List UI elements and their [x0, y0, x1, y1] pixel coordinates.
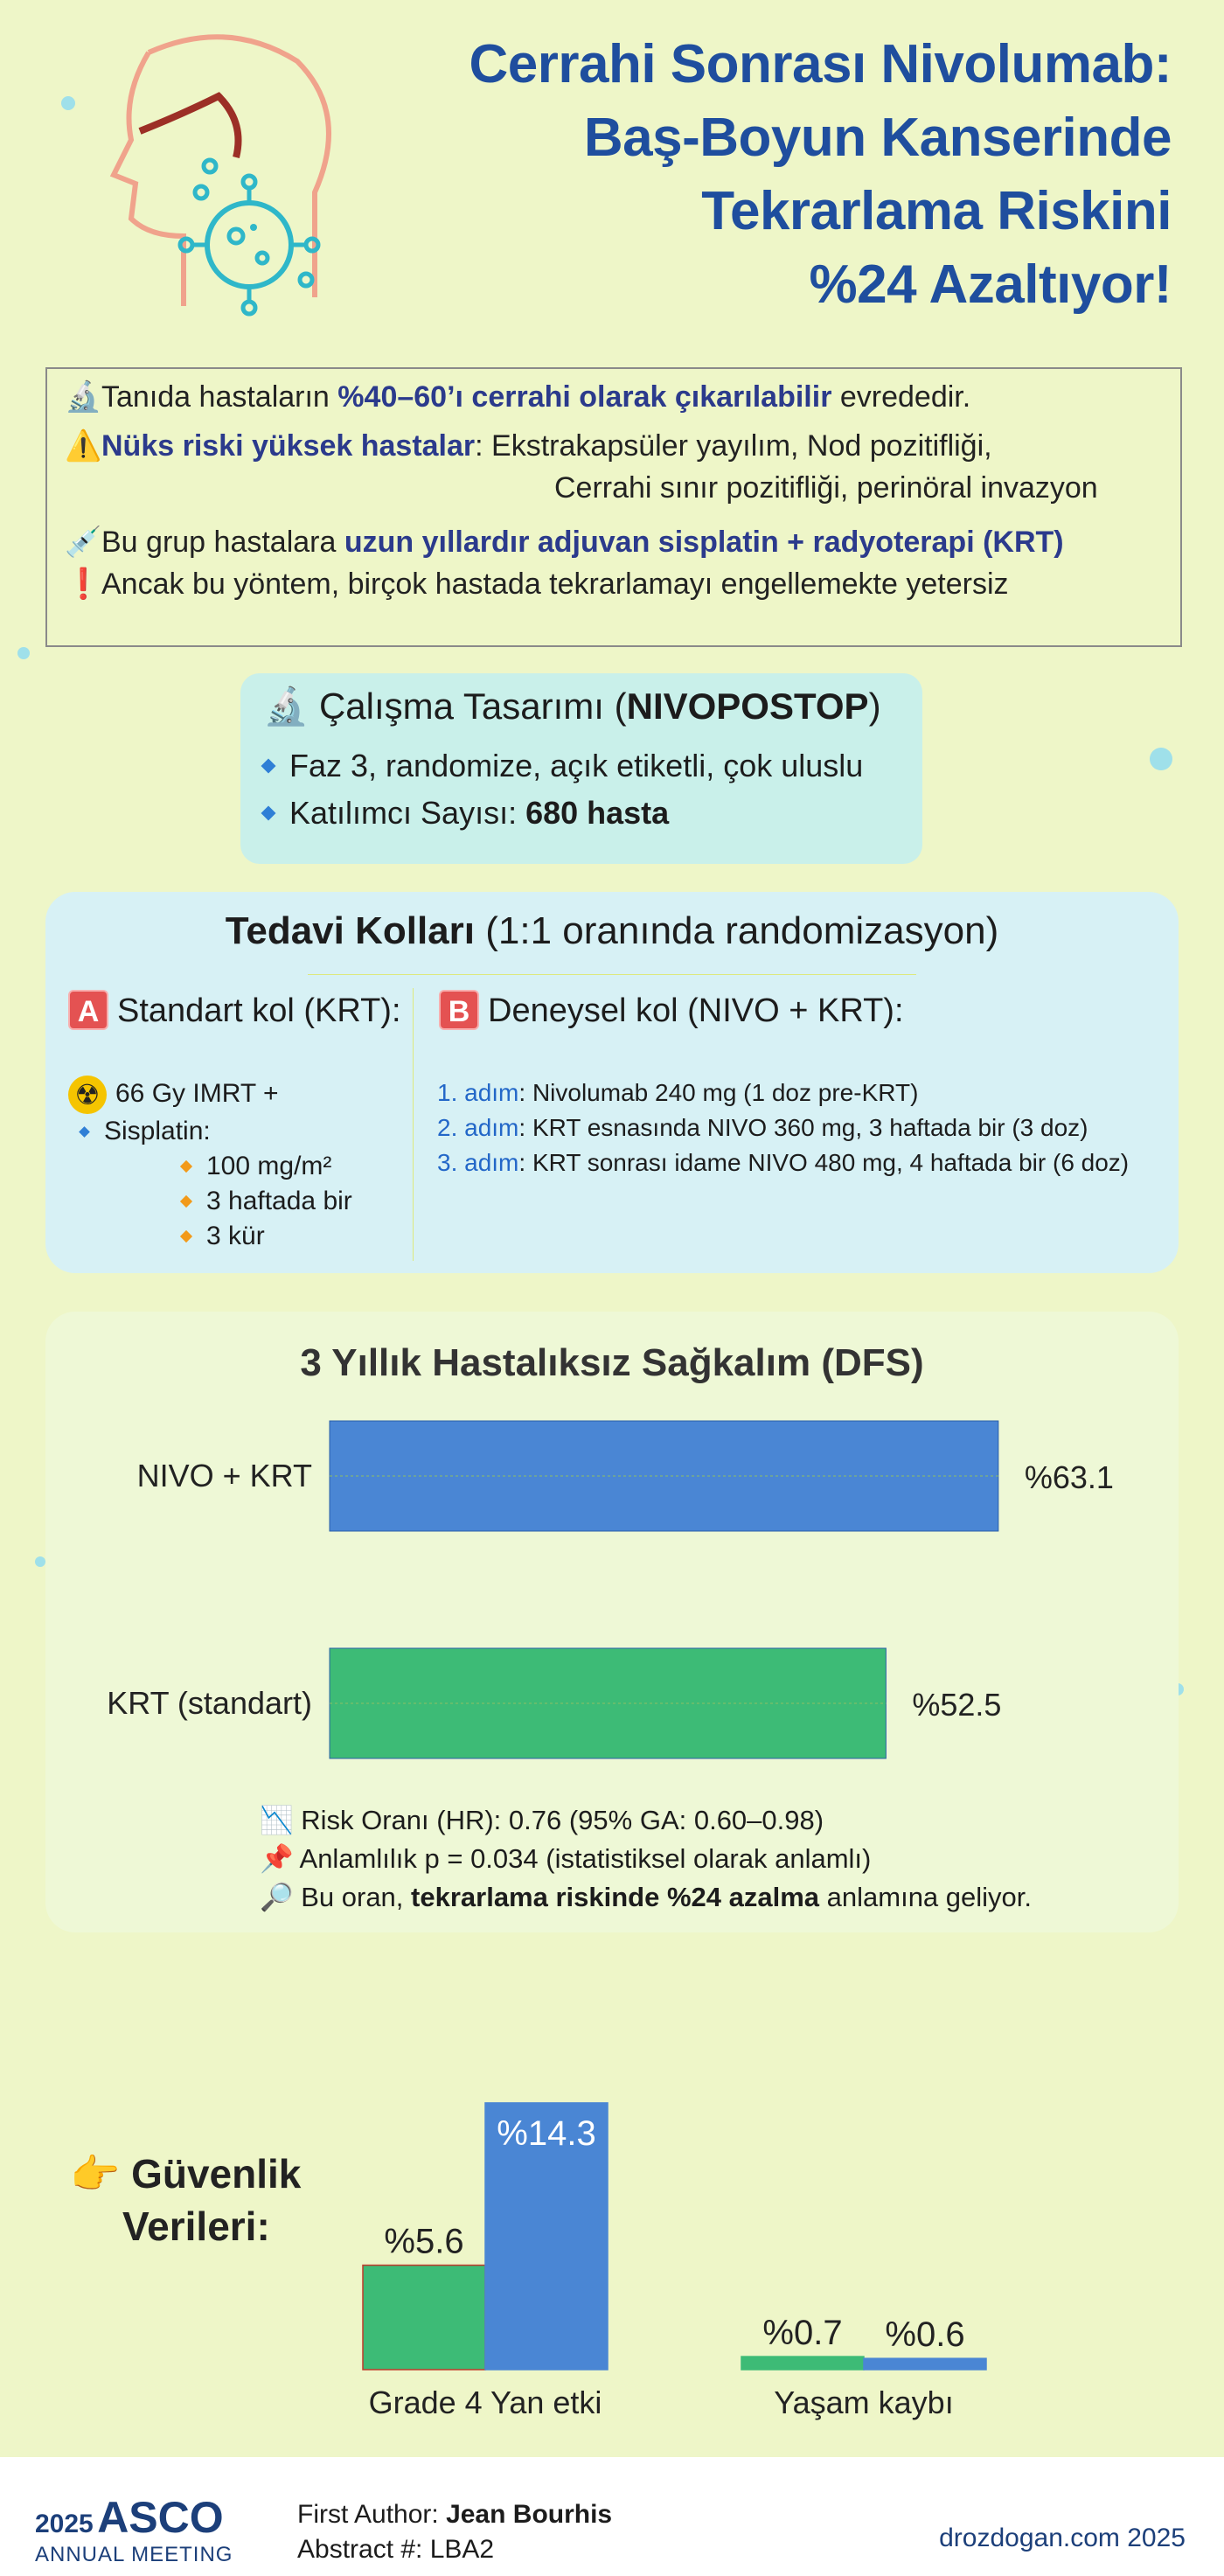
intro-text: Cerrahi sınır pozitifliği, perinöral invazyon: [554, 471, 1098, 505]
arm-b-step: [437, 1145, 1129, 1180]
safety-label-text: Verileri:: [122, 2204, 270, 2249]
dfs-value-label: %63.1: [1024, 1459, 1114, 1495]
design-item-text: Katılımcı Sayısı:: [289, 795, 526, 831]
arm-a-sub: [68, 1184, 352, 1219]
safety-value-label: %5.6: [384, 2222, 464, 2261]
dfs-chart: [45, 1312, 1179, 1801]
arm-a-sub: [68, 1219, 352, 1254]
arm-a-cis: [68, 1114, 352, 1149]
arm-a-dose: [68, 1076, 352, 1114]
dfs-notes: [260, 1801, 1032, 1917]
diamond-bullet-icon: [180, 1160, 192, 1173]
site-credit: drozdogan.com 2025: [939, 2524, 1186, 2552]
intro-bold: uzun yıllardır adjuvan sisplatin + radyoterapi (KRT): [344, 526, 1064, 559]
diamond-bullet-icon: [180, 1195, 192, 1208]
safety-bar: [864, 2358, 986, 2370]
letter-a-badge: A: [68, 990, 108, 1030]
intro-text: Tanıda hastaların: [101, 380, 338, 414]
dfs-category-label: NIVO + KRT: [136, 1458, 312, 1493]
safety-label-text: Güvenlik: [131, 2151, 302, 2197]
intro-bold: Nüks riski yüksek hastalar: [101, 429, 476, 463]
chart-down-icon: 📉: [260, 1805, 302, 1835]
arms-title-text: (1:1 oranında randomizasyon): [475, 909, 999, 952]
microscope-icon: 🔬: [263, 686, 319, 727]
page-title: [385, 28, 1172, 322]
safety-chart: [0, 1976, 1224, 2448]
microscope-icon: 🔬: [65, 380, 102, 414]
dfs-note-text: anlamına geliyor.: [819, 1882, 1033, 1912]
title-line: %24 Azaltıyor!: [809, 254, 1172, 315]
decor-dot: [35, 1556, 45, 1567]
step-text: : Nivolumab 240 mg (1 doz pre-KRT): [518, 1079, 919, 1106]
treatment-arms-panel: [45, 892, 1179, 1273]
footer: [0, 2457, 1224, 2576]
exclamation-icon: ❗: [65, 567, 102, 601]
dfs-note-text: Risk Oranı (HR): 0.76 (95% GA: 0.60–0.98): [301, 1805, 824, 1835]
head-virus-illustration: [96, 17, 358, 332]
arm-b-step: [437, 1076, 1129, 1110]
design-item-text: Faz 3, randomize, açık etiketli, çok uluslu: [289, 748, 864, 783]
study-design-title: [263, 686, 900, 728]
divider: [308, 974, 916, 975]
step-text: : KRT esnasında NIVO 360 mg, 3 haftada bir (3 doz): [518, 1114, 1088, 1141]
safety-value-label: %0.7: [762, 2314, 843, 2353]
title-line: Tekrarlama Riskini: [701, 181, 1172, 241]
dfs-note: [260, 1801, 1032, 1840]
syringe-icon: 💉: [65, 526, 102, 559]
safety-value-label: %0.6: [885, 2315, 965, 2355]
arms-title: [45, 909, 1179, 953]
intro-text: evrededir.: [831, 380, 971, 414]
logo-meeting: ANNUAL MEETING: [35, 2543, 233, 2566]
step-label: 3. adım: [437, 1149, 519, 1176]
radiation-icon: ☢: [68, 1076, 107, 1114]
arm-a-header: [68, 990, 401, 1030]
letter-b-badge: B: [439, 990, 479, 1030]
safety-category-label: Grade 4 Yan etki: [368, 2385, 602, 2420]
step-text: : KRT sonrası idame NIVO 480 mg, 4 haftada bir (6 doz): [518, 1149, 1130, 1176]
arms-title-bold: Tedavi Kolları: [225, 909, 476, 952]
intro-row: [65, 521, 1163, 563]
title-line: Cerrahi Sonrası Nivolumab:: [469, 34, 1172, 94]
study-design-box: [240, 673, 922, 864]
dfs-note: [260, 1878, 1032, 1917]
arm-b-label: Deneysel kol (NIVO + KRT):: [488, 992, 904, 1029]
dfs-value-label: %52.5: [912, 1687, 1002, 1723]
arm-a-sub-text: 3 kür: [206, 1222, 265, 1250]
dfs-note-bold: tekrarlama riskinde %24 azalma: [411, 1882, 820, 1912]
dfs-chart-title: 3 Yıllık Hastalıksız Sağkalım (DFS): [300, 1341, 924, 1384]
arm-a-dose-text: 66 Gy IMRT +: [115, 1078, 279, 1108]
design-item: [263, 742, 900, 790]
arm-a-sub: [68, 1149, 352, 1184]
dfs-note-text: Anlamlılık p = 0.034 (istatistiksel olarak anlamlı): [299, 1843, 872, 1874]
dfs-panel: [45, 1312, 1179, 1932]
intro-text: Ancak bu yöntem, birçok hastada tekrarlamayı engellemekte yetersiz: [101, 567, 1009, 601]
logo-year: 2025: [35, 2510, 94, 2538]
title-line: Baş-Boyun Kanserinde: [583, 108, 1172, 168]
arm-b-steps: [437, 1076, 1129, 1180]
decor-dot: [17, 647, 30, 659]
diamond-bullet-icon: [79, 1126, 90, 1138]
abstract-number: Abstract #: LBA2: [297, 2535, 495, 2564]
intro-row: [65, 563, 1163, 605]
design-title-bold: NIVOPOSTOP: [626, 686, 869, 727]
diamond-bullet-icon: [261, 806, 276, 821]
dfs-category-label: KRT (standart): [107, 1685, 312, 1721]
arm-b-header: [439, 990, 904, 1030]
author-label: First Author:: [297, 2500, 447, 2529]
pushpin-icon: 📌: [260, 1843, 300, 1874]
asco-logo: [35, 2492, 233, 2567]
step-label: 2. adım: [437, 1114, 519, 1141]
intro-row: [65, 467, 1163, 509]
arm-a-details: [68, 1076, 352, 1254]
arm-a-cis-text: Sisplatin:: [104, 1117, 211, 1145]
author-info: [297, 2497, 612, 2567]
design-title-text: ): [868, 686, 881, 727]
design-title-text: Çalışma Tasarımı (: [318, 686, 627, 727]
arm-a-sub-text: 3 haftada bir: [206, 1187, 352, 1215]
safety-bar: [741, 2357, 864, 2370]
arm-a-sub-text: 100 mg/m²: [206, 1152, 332, 1180]
design-item: [263, 790, 900, 837]
diamond-bullet-icon: [180, 1230, 192, 1243]
divider: [413, 988, 414, 1261]
safety-value-label: %14.3: [497, 2113, 596, 2153]
design-item-bold: 680 hasta: [525, 795, 670, 831]
diamond-bullet-icon: [261, 759, 276, 774]
step-label: 1. adım: [437, 1079, 519, 1106]
pointing-hand-icon: 👉: [70, 2151, 132, 2197]
intro-row: [65, 425, 1163, 467]
author-name: Jean Bourhis: [446, 2500, 613, 2529]
intro-text: Bu grup hastalara: [101, 526, 344, 559]
arm-a-label: Standart kol (KRT):: [117, 992, 401, 1029]
dfs-note-text: Bu oran,: [301, 1882, 412, 1912]
logo-org: ASCO: [97, 2493, 224, 2542]
intro-row: [65, 376, 1163, 418]
safety-category-label: Yaşam kaybı: [774, 2385, 954, 2420]
magnifier-icon: 🔎: [260, 1882, 302, 1912]
intro-text: : Ekstrakapsüler yayılım, Nod pozitifliği,: [475, 429, 992, 463]
intro-box: [45, 367, 1182, 647]
warning-icon: ⚠️: [65, 429, 102, 463]
decor-dot: [61, 96, 75, 110]
safety-bar: [363, 2266, 485, 2370]
arm-b-step: [437, 1110, 1129, 1145]
dfs-note: [260, 1840, 1032, 1878]
intro-bold: %40–60’ı cerrahi olarak çıkarılabilir: [337, 380, 832, 414]
decor-dot: [1150, 748, 1172, 770]
